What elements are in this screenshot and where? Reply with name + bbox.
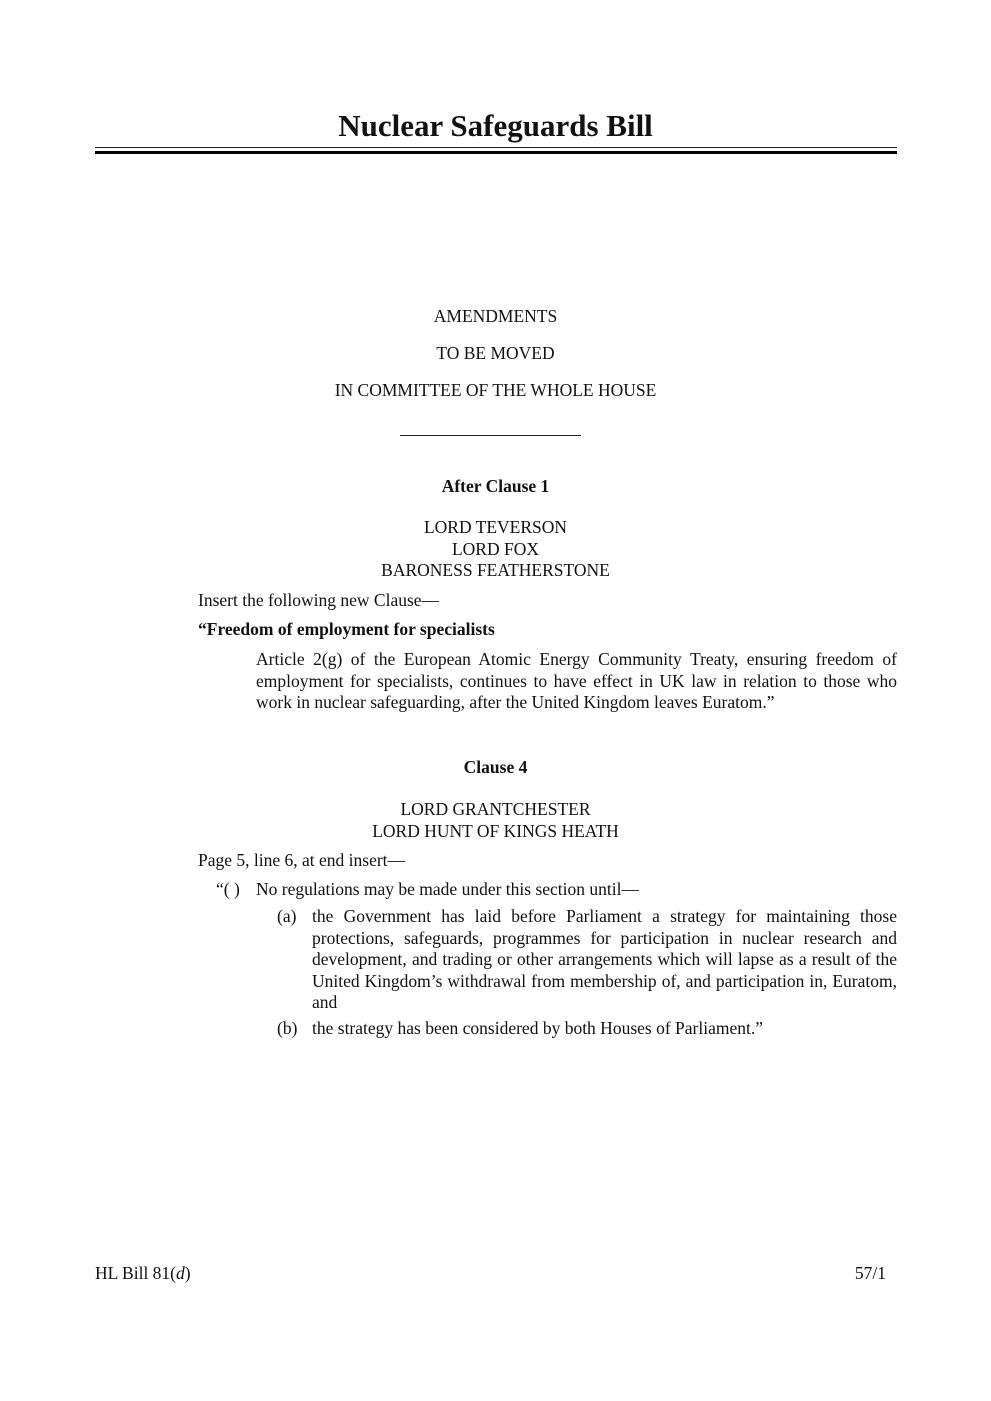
subsection-text: No regulations may be made under this section until—	[256, 879, 639, 899]
member-name: BARONESS FEATHERSTONE	[381, 560, 610, 580]
intro-line-2: TO BE MOVED	[436, 343, 555, 363]
title-rule-thick	[95, 151, 897, 154]
bill-number-prefix: HL Bill 81(	[95, 1263, 177, 1283]
item-b-label: (b)	[277, 1018, 298, 1038]
item-a-label: (a)	[277, 906, 297, 926]
intro-line-1: AMENDMENTS	[433, 306, 558, 326]
amendment1-members	[0, 517, 991, 582]
section-divider	[400, 435, 581, 436]
document-title: Nuclear Safeguards Bill	[338, 108, 653, 143]
member-name: LORD TEVERSON	[423, 517, 568, 537]
member-name: LORD GRANTCHESTER	[400, 799, 591, 819]
bill-number-suffix: )	[184, 1263, 191, 1283]
bill-number	[95, 1263, 191, 1284]
amendment2-heading: Clause 4	[463, 757, 528, 777]
subsection-label: “( )	[216, 879, 240, 899]
title-rule-thin	[95, 147, 897, 148]
item-b-text: the strategy has been considered by both Houses of Parliament.”	[312, 1018, 763, 1038]
member-name: LORD FOX	[451, 538, 540, 559]
bill-number-italic: d	[176, 1263, 185, 1283]
amendment1-heading: After Clause 1	[441, 476, 550, 496]
intro-line-3: IN COMMITTEE OF THE WHOLE HOUSE	[334, 380, 657, 400]
amendment2-members	[0, 799, 991, 842]
new-clause-title: “Freedom of employment for specialists	[198, 619, 495, 639]
item-a-text: the Government has laid before Parliament a strategy for maintaining those protections, safeguards, programmes for participation in nuclear research and development, and trading or other arrangements which will lapse as a result of the United Kingdom’s withdrawal from membership of, and participation in, Euratom, and	[312, 906, 897, 1012]
new-clause-text: Article 2(g) of the European Atomic Energy Community Treaty, ensuring freedom of employment for specialists, continues to have effect in UK law in relation to those who work in nuclear safeguarding, after the United Kingdom leaves Euratom.”	[256, 649, 897, 712]
page-reference: 57/1	[854, 1263, 886, 1283]
amendment2-instruction: Page 5, line 6, at end insert—	[198, 850, 406, 870]
member-name: LORD HUNT OF KINGS HEATH	[372, 820, 619, 841]
amendment1-instruction: Insert the following new Clause—	[198, 590, 440, 610]
